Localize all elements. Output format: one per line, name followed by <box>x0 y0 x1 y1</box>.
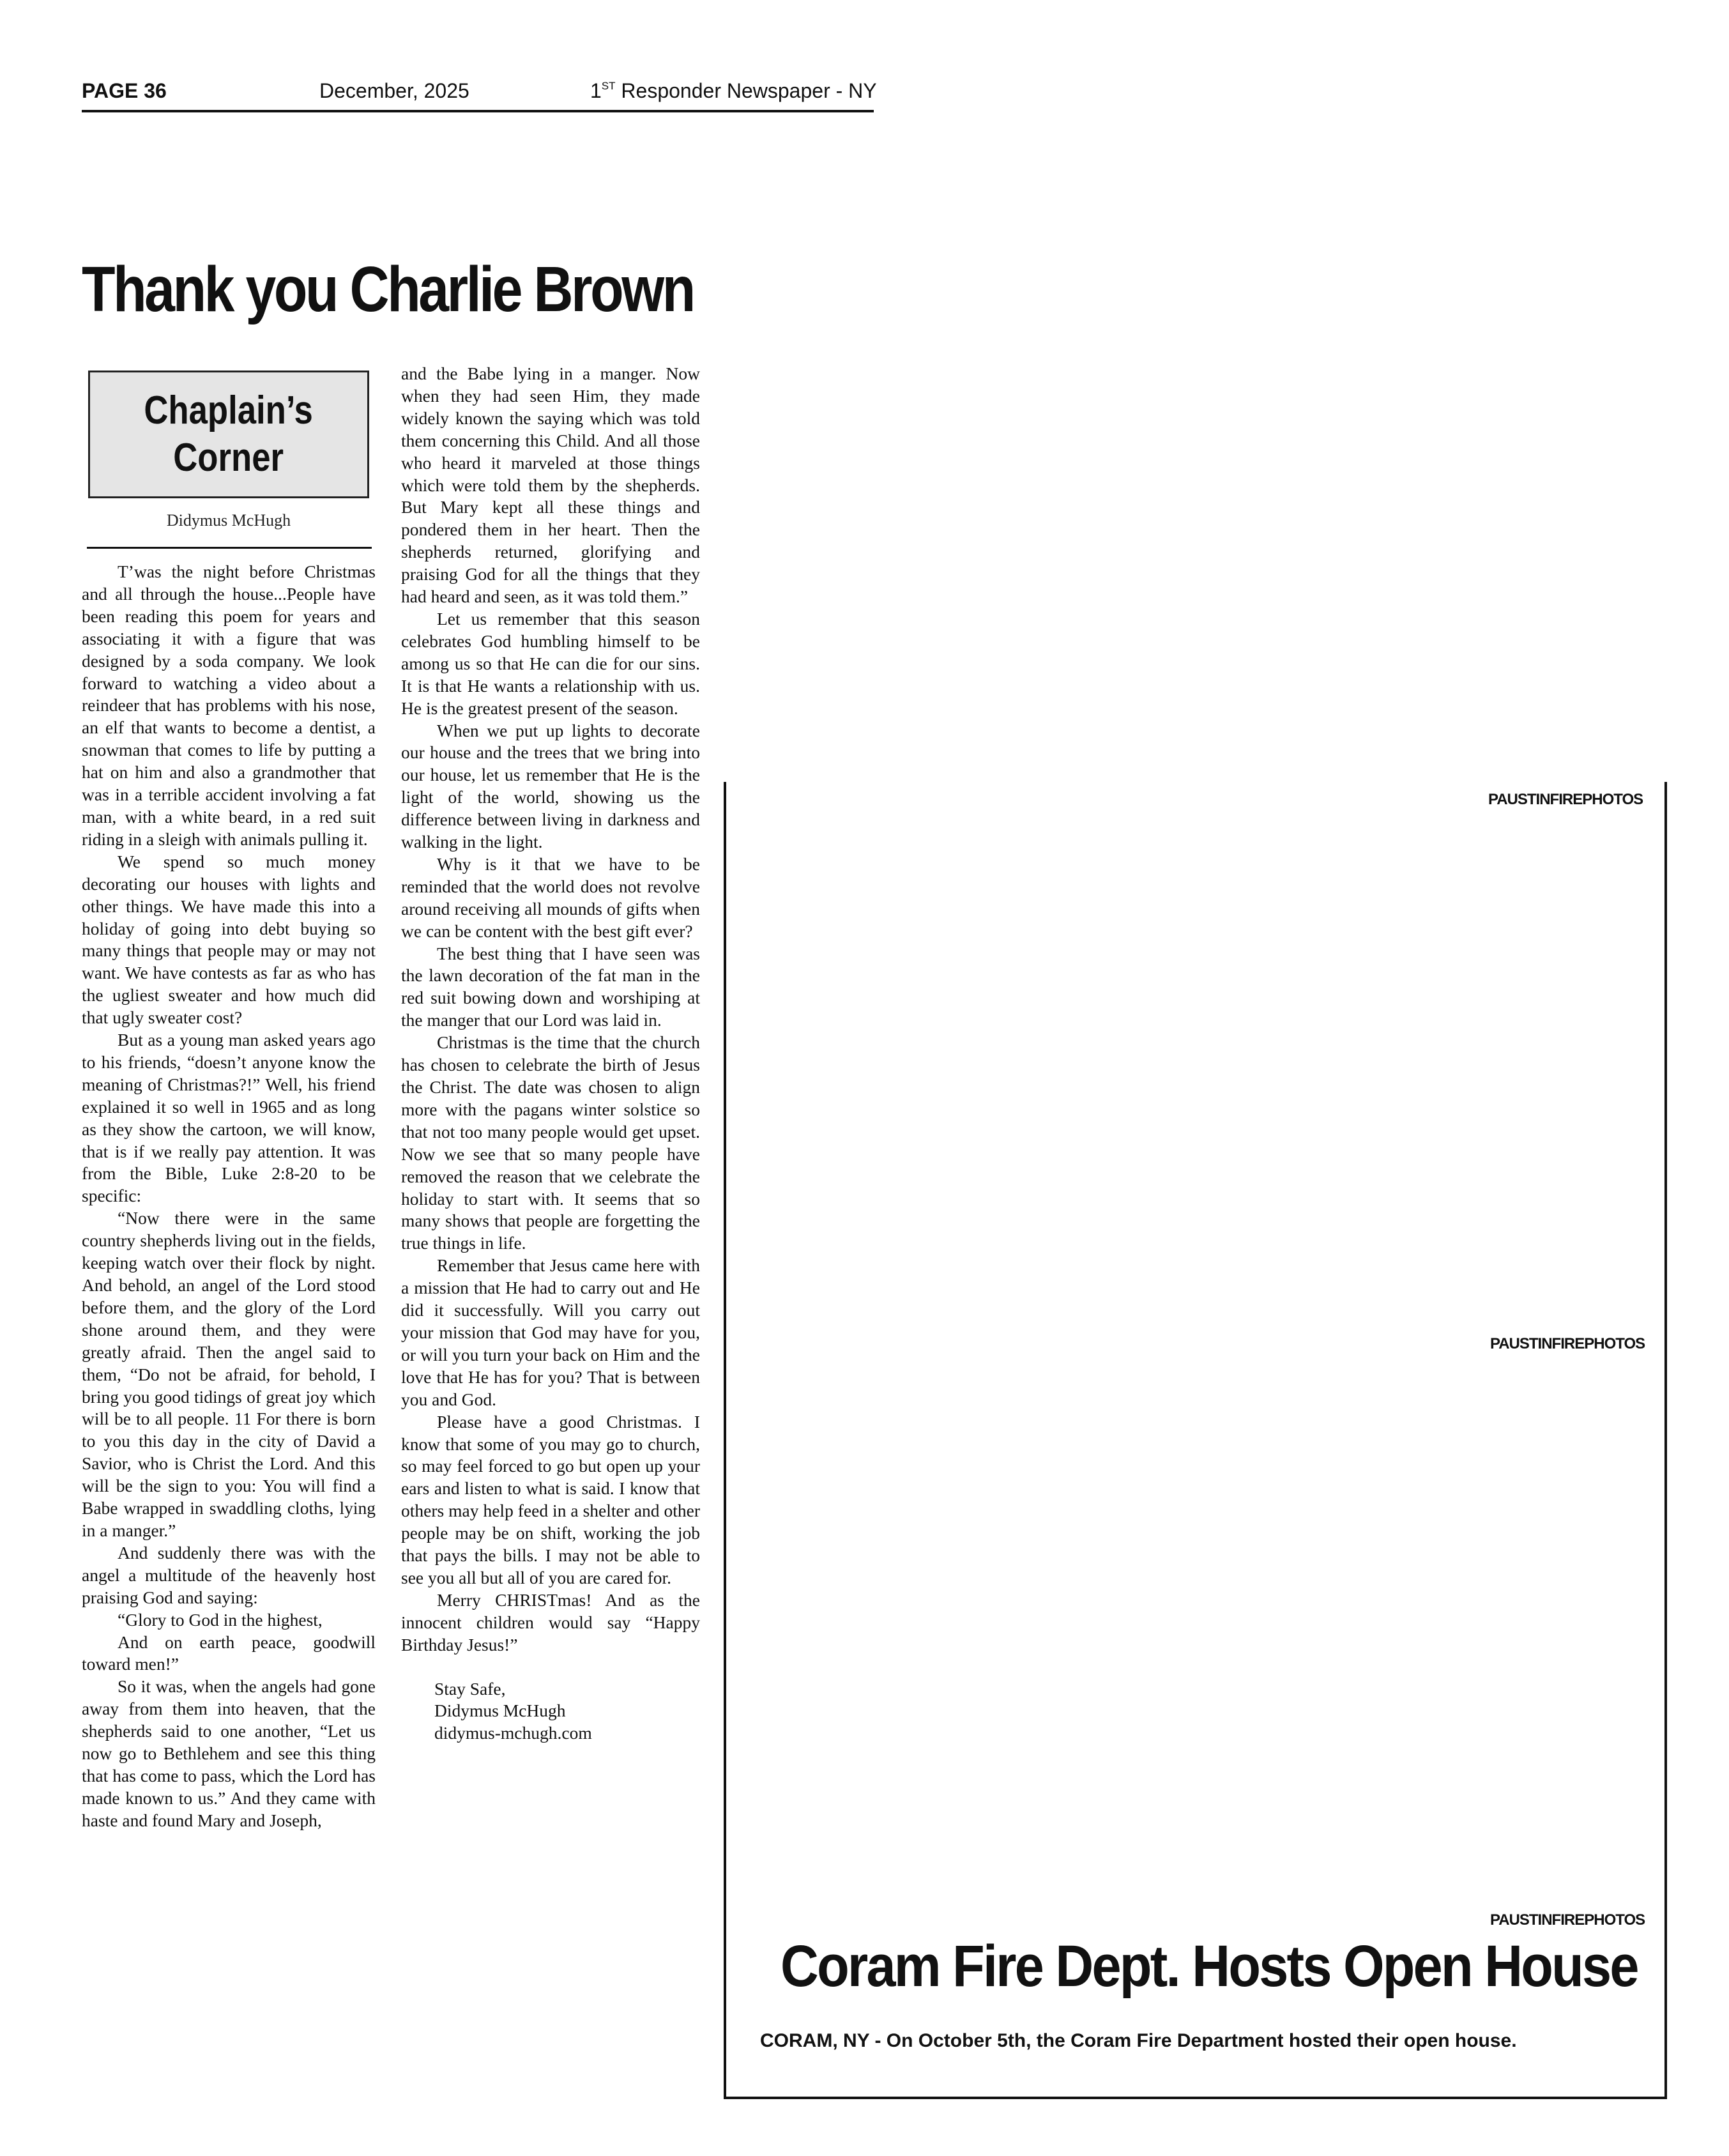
paragraph: Let us remember that this season celebrates God humbling himself to be among us so that He can die for our sins. It is that He wants a relationship with us. He is the greatest present of the season. <box>401 608 700 718</box>
photo-feature-frame <box>724 782 1667 2099</box>
article-column-2 <box>401 363 700 1745</box>
header-rule <box>82 110 874 112</box>
paragraph: T’was the night before Christmas and all through the house...People have been reading this poem for years and associating it with a figure that was designed by a soda company. We look forward to watching a video about a reindeer that has problems with his nose, an elf that wants to become a dentist, a snowman that comes to life by putting a hat on him and also a grandmother that was in a terrible accident involving a fat man, with a white beard, in a red suit riding in a sleigh with animals pulling it. <box>82 562 376 849</box>
paragraph: “Glory to God in the highest, <box>118 1609 323 1630</box>
article-headline: Thank you Charlie Brown <box>82 254 694 325</box>
publication-prefix: 1 <box>590 79 602 102</box>
signoff-author: Didymus McHugh <box>434 1701 566 1721</box>
paragraph: Merry CHRISTmas! And as the innocent children would say “Happy Birthday Jesus!” <box>401 1589 700 1655</box>
paragraph: Christmas is the time that the church has chosen to celebrate the birth of Jesus the Christ. The date was chosen to align more with the pagans winter solstice so that not too many people would get upset. Now we see that so many people have removed the reason that we celebrate the holiday to start with. It seems that so many shows that people are forgetting the true things in life. <box>401 1032 700 1253</box>
publication-rest: Responder Newspaper - NY <box>615 79 877 102</box>
paragraph: And on earth peace, goodwill toward men!” <box>82 1632 376 1674</box>
signoff-line: Stay Safe, <box>434 1678 506 1699</box>
photo-credit: PAUSTINFIREPHOTOS <box>1490 1911 1645 1929</box>
column-title-box <box>88 371 369 498</box>
photo-feature-caption: CORAM, NY - On October 5th, the Coram Fire Department hosted their open house. <box>760 2030 1517 2051</box>
paragraph: “Now there were in the same country shepherds living out in the fields, keeping watch over their flock by night. And behold, an angel of the Lord stood before them, and the glory of the Lord shone around them, and they were greatly afraid. Then the angel said to them, “Do not be afraid, for behold, I bring you good tidings of great joy which will be to all people. 11 For there is born to you this day in the city of David a Savior, who is Christ the Lord. And this will be the sign to you: You will find a Babe wrapped in swaddling cloths, lying in a manger.” <box>82 1208 376 1540</box>
paragraph: So it was, when the angels had gone away from them into heaven, that the shepherds said to one another, “Let us now go to Bethlehem and see this thing that has come to pass, which the Lord has made known to us.” And they came with haste and found Mary and Joseph, <box>82 1676 376 1830</box>
issue-date: December, 2025 <box>319 79 469 102</box>
photo-feature-headline: Coram Fire Dept. Hosts Open House <box>781 1934 1638 1999</box>
signoff <box>401 1678 700 1745</box>
paragraph-continued: and the Babe lying in a manger. Now when they had seen Him, they made widely known the saying which was told them concerning this Child. And all those who heard it marveled at those things which were told them by the shepherds. But Mary kept all these things and pondered them in her heart. Then the shepherds returned, glorifying and praising God for all the things that they had heard and seen, as it was told them.” <box>401 363 700 607</box>
paragraph: The best thing that I have seen was the lawn decoration of the fat man in the red suit bowing down and worshiping at the manger that our Lord was laid in. <box>401 943 700 1030</box>
article-column-1 <box>82 561 376 1832</box>
photo-credit: PAUSTINFIREPHOTOS <box>1490 1335 1645 1352</box>
signoff-website: didymus-mchugh.com <box>434 1723 592 1743</box>
paragraph: Remember that Jesus came here with a mission that He had to carry out and He did it successfully. Will you carry out your mission that God may have for you, or will you turn your back on Him and the love that He has for you? That is between you and God. <box>401 1255 700 1409</box>
page-number: PAGE 36 <box>82 79 167 102</box>
column-title-line2: Corner <box>173 436 284 480</box>
publication-name <box>590 79 877 103</box>
paragraph: When we put up lights to decorate our house and the trees that we bring into our house, let us remember that He is the light of the world, showing us the difference between living in darkness and walking in the light. <box>401 720 700 852</box>
paragraph: But as a young man asked years ago to his friends, “doesn’t anyone know the meaning of Christmas?!” Well, his friend explained it so well in 1965 and as long as they show the cartoon, we will know, that is if we really pay attention. It was from the Bible, Luke 2:8-20 to be specific: <box>82 1030 376 1206</box>
paragraph: Please have a good Christmas. I know that some of you may go to church, so may feel forced to go but open up your ears and listen to what is said. I know that others may help feed in a shelter and other people may be on shift, working the job that pays the bills. I may not be able to see you all but all of you are cared for. <box>401 1411 700 1587</box>
byline: Didymus McHugh <box>166 511 291 530</box>
paragraph: We spend so much money decorating our houses with lights and other things. We have made this into a holiday of going into debt buying so many things that people may or may not want. We have contests as far as who has the ugliest sweater and how much did that ugly sweater cost? <box>82 851 376 1028</box>
paragraph: And suddenly there was with the angel a multitude of the heavenly host praising God and saying: <box>82 1542 376 1607</box>
column-title-line1: Chaplain’s <box>144 388 314 432</box>
publication-superscript: ST <box>601 80 616 92</box>
photo-credit: PAUSTINFIREPHOTOS <box>1488 791 1643 808</box>
byline-rule <box>87 547 372 549</box>
paragraph: Why is it that we have to be reminded that the world does not revolve around receiving all mounds of gifts when we can be content with the best gift ever? <box>401 853 700 941</box>
